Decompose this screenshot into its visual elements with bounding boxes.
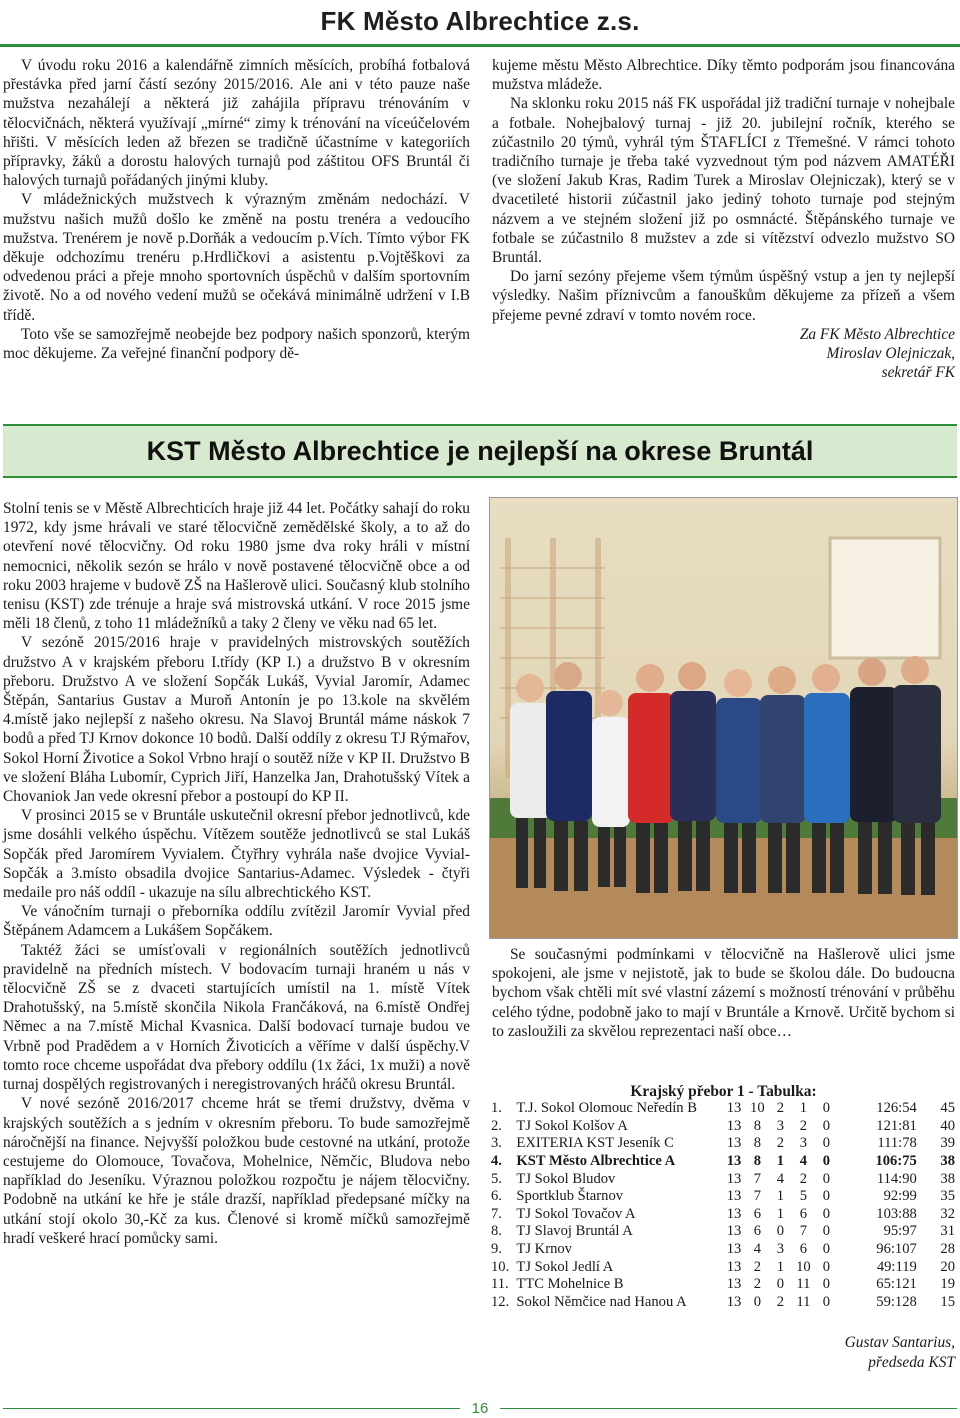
table-cell-p: 11 [796, 1276, 811, 1293]
table-cell-pts: 15 [940, 1293, 955, 1310]
fk-signature-line: Miroslav Olejniczak, [826, 345, 955, 363]
kst-headline: KST Město Albrechtice je nejlepší na okrese Bruntál [146, 435, 814, 466]
table-cell-score: 49:119 [876, 1258, 917, 1275]
table-cell-r: 0 [776, 1223, 785, 1240]
table-cell-r: 0 [776, 1276, 785, 1293]
table-cell-score: 114:90 [876, 1170, 917, 1187]
table-cell-z: 13 [726, 1135, 742, 1152]
table-cell-k: 0 [822, 1223, 831, 1240]
table-cell-r: 1 [776, 1153, 785, 1170]
table-cell-pts: 45 [940, 1100, 955, 1117]
table-cell-pts: 40 [940, 1117, 955, 1134]
kst-paragraph: Se současnými podmínkami v tělocvičně na Hašlerově ulici jsme spokojeni, ale jsme v nejistotě, jak to bude se školou dále. Do budoucna bychom však chtěli mít své vlastní zázemí s možností trénování v průběhu celého týdne, podobně jako to mají v Bruntále a Krnově. Určitě bychom si to zasloužili za skvělou reprezentaci naší obce… [492, 946, 955, 1040]
table-cell-p: 11 [796, 1293, 811, 1310]
table-cell-team: TJ Sokol Tovačov A [516, 1205, 636, 1222]
table-cell-team: T.J. Sokol Olomouc Neředín B [516, 1100, 697, 1117]
table-cell-z: 13 [726, 1205, 742, 1222]
table-cell-pts: 38 [940, 1170, 955, 1187]
table-cell-k: 0 [822, 1117, 831, 1134]
table-cell-v: 6 [753, 1223, 761, 1240]
table-cell-team: TJ Krnov [516, 1241, 572, 1258]
table-cell-p: 7 [799, 1223, 808, 1240]
table-cell-r: 3 [776, 1241, 785, 1258]
league-table [491, 1100, 957, 1311]
table-cell-v: 8 [753, 1117, 761, 1134]
table-cell-r: 4 [776, 1170, 785, 1187]
table-cell-r: 3 [776, 1117, 785, 1134]
table-cell-team: Sokol Němčice nad Hanou A [516, 1293, 687, 1310]
table-cell-pts: 19 [940, 1276, 955, 1293]
fk-signature-line: sekretář FK [881, 364, 955, 382]
kst-signature-line: Gustav Santarius, [844, 1334, 955, 1351]
table-row [491, 1100, 957, 1118]
table-cell-pos: 9. [491, 1241, 502, 1258]
table-cell-z: 13 [726, 1153, 742, 1170]
kst-signature-line: předseda KST [868, 1353, 955, 1371]
table-cell-p: 6 [799, 1241, 808, 1258]
table-cell-v: 7 [753, 1170, 761, 1187]
table-cell-team: Sportklub Štarnov [516, 1188, 624, 1205]
table-cell-pts: 31 [940, 1223, 955, 1240]
table-cell-k: 0 [822, 1276, 831, 1293]
kst-headline-banner [3, 424, 957, 478]
table-cell-pos: 1. [491, 1100, 502, 1117]
table-cell-p: 2 [799, 1117, 808, 1134]
table-cell-pos: 5. [491, 1170, 502, 1187]
table-cell-v: 2 [753, 1258, 761, 1275]
table-cell-pos: 8. [491, 1223, 502, 1240]
table-row [491, 1135, 957, 1153]
table-row [491, 1294, 957, 1312]
fk-paragraph: Na sklonku roku 2015 náš FK uspořádal již tradiční turnaje v nohejbale a fotbale. Nohejbalový turnaj - již 20. jubilejní ročník, kterého se zúčastnilo 20 týmů, vyhrál tým ŠTAFLÍCI z Třemešné. V rámci tohoto tradičního turnaje je třeba také vyzvednout tým pod názvem AMATÉŘI (ve složení Jakub Kras, Radim Turek a Miroslav Olejniczak), který se v dvacetileté historii zúčastnil jako jediný tohoto turnaje pod stejným názvem a ve stejném složení již po osmnácté. Štěpánského turnaje ve fotbale se zúčastnilo 8 mužstev a zde si vítězství odvezlo mužstvo SO Bruntál. [492, 95, 955, 267]
kst-paragraph: V nové sezóně 2016/2017 chceme hrát se třemi družstvy, dvěma v krajských soutěžích a s jedním v okresním přeboru. To bude samozřejmě náročnější na finance. Nejvyšší položkou bude cestovné na utkání, protože cestujeme do Olomouce, Tovačova, Mohelnice, Němčic, Bludova nebo například do Jeseníku. Výraznou položkou rozpočtu je nájem tělocvičny. Podobně na utkání ke hře je stále drazší, například předepsané míčky na utkání stojí okolo 30,-Kč za kus. Členové si kromě míčků samozřejmě hradí veškeré hrací pomůcky sami. [3, 1095, 470, 1247]
kst-signature [700, 1333, 955, 1372]
table-cell-p: 10 [796, 1258, 811, 1275]
table-cell-team: TJ Slavoj Bruntál A [516, 1223, 633, 1240]
table-cell-team: TJ Sokol Jedlí A [516, 1258, 614, 1275]
table-cell-pts: 39 [940, 1135, 955, 1152]
table-cell-pos: 10. [491, 1258, 510, 1275]
table-cell-p: 4 [799, 1153, 808, 1170]
table-cell-z: 13 [726, 1241, 742, 1258]
table-cell-z: 13 [726, 1223, 742, 1240]
fk-paragraph: V mládežnických mužstvech k výrazným změnám nedochází. V mužstvu našich mužů došlo ke změně na postu trenéra a vedoucího mužstva. Trenérem je nově p.Dorňák a vedoucím p.Vích. Tímto výbor FK děkuje odchozímu trenéru p.Hrdličkovi a asistentu p.Vojtěškovi za odvedenou práci a přeje mnoho sportovních úspěchů v dalším sportovním životě. No a od nového vedení mužů se očekává minimálně udržení v I.B třídě. [3, 191, 470, 324]
table-cell-r: 1 [776, 1205, 785, 1222]
table-cell-pos: 11. [491, 1276, 509, 1293]
table-cell-z: 13 [726, 1293, 742, 1310]
fk-article-right-column [492, 56, 955, 382]
table-cell-r: 2 [776, 1100, 785, 1117]
kst-paragraph: Stolní tenis se v Městě Albrechticích hraje již 44 let. Počátky sahají do roku 1972, kdy jsme hrávali ve staré tělocvičně zemědělské školy, a to až do otevření nové tělocvičny. Od roku 1980 jsme dva roky hráli v místní nemocnici, několik sezón se hrálo v nově postavené tělocvičně obce a od roku 2003 hrajeme v budově ZŠ na Hašlerově ulici. Současný klub stolního tenisu (KST) zde trénuje a hraje svá mistrovská utkání. V roce 2015 jsme měli 18 členů, z toho 11 mládežníků a taky 2 členy ve věku nad 65 let. [3, 500, 470, 633]
table-cell-pts: 28 [940, 1241, 955, 1258]
table-cell-k: 0 [822, 1241, 831, 1258]
table-cell-z: 13 [726, 1188, 742, 1205]
fk-section-title: FK Město Albrechtice z.s. [320, 6, 640, 36]
table-cell-score: 126:54 [876, 1100, 917, 1117]
team-photo [489, 497, 958, 939]
table-cell-team: TJ Sokol Kolšov A [516, 1117, 628, 1134]
top-divider [0, 44, 960, 47]
table-cell-team: TTC Mohelnice B [516, 1276, 624, 1293]
table-cell-pos: 7. [491, 1205, 502, 1222]
table-cell-score: 59:128 [876, 1293, 917, 1310]
fk-signature-line: Za FK Město Albrechtice [799, 325, 955, 343]
table-cell-z: 13 [726, 1117, 742, 1134]
kst-paragraph: V prosinci 2015 se v Bruntále uskutečnil okresní přebor jednotlivců, kde jsme dosáhli velkého úspěchu. Vítězem soutěže jednotlivců se stal Lukáš Sopčák před Jaromírem Vyvialem. Čtyřhry vyhrála naše dvojice Vyvial-Sopčák a 3.místo obsadila dvojice Santarius-Adamec. Výsledek - čtyři medaile pro náš oddíl - ukazuje na sílu albrechtického KST. [3, 807, 470, 902]
table-row [491, 1276, 957, 1294]
table-cell-pos: 2. [491, 1117, 502, 1134]
table-row [491, 1223, 957, 1241]
table-cell-score: 103:88 [876, 1205, 917, 1222]
kst-article-left-column [3, 499, 470, 1248]
table-cell-pts: 38 [940, 1153, 955, 1170]
table-cell-k: 0 [822, 1135, 831, 1152]
table-cell-p: 1 [799, 1100, 808, 1117]
table-cell-score: 121:81 [876, 1117, 917, 1134]
table-cell-r: 1 [776, 1258, 785, 1275]
table-cell-p: 6 [799, 1205, 808, 1222]
table-cell-score: 65:121 [876, 1276, 917, 1293]
table-cell-z: 13 [726, 1276, 742, 1293]
table-cell-z: 13 [726, 1100, 742, 1117]
table-cell-r: 1 [776, 1188, 785, 1205]
fk-paragraph: Do jarní sezóny přejeme všem týmům úspěšný vstup a jen ty nejlepší výsledky. Našim příznivcům a fanouškům děkujeme za přízeň a všem přejeme pevné zdraví v tomto novém roce. [492, 268, 955, 324]
table-row [491, 1118, 957, 1136]
table-cell-p: 3 [799, 1135, 808, 1152]
table-cell-team: EXITERIA KST Jeseník C [516, 1135, 674, 1152]
table-cell-k: 0 [822, 1293, 831, 1310]
table-cell-r: 2 [776, 1135, 785, 1152]
fk-paragraph: V úvodu roku 2016 a kalendářně zimních měsících, probíhá fotbalová přestávka před jarní částí sezóny 2015/2016. Ale ani v této pauze naše mužstva nezahálejí a některá již zahájila přípravu trénováním v tělocvičnách, některá využívají „mírné“ zimy k trénování na víceúčelovém hřišti. V měsících leden až březen se tradičně účastníme v kategoriích přípravky, žáků a dorostu halových turnajů pod záštitou OFS Bruntál či halových turnajů pořádaných jinými kluby. [3, 57, 470, 190]
table-cell-score: 95:97 [883, 1223, 917, 1240]
table-cell-pos: 4. [491, 1153, 502, 1170]
table-cell-z: 13 [726, 1170, 742, 1187]
table-cell-pts: 35 [940, 1188, 955, 1205]
table-cell-team: TJ Sokol Bludov [516, 1170, 616, 1187]
kst-paragraph: V sezóně 2015/2016 hraje v pravidelných mistrovských soutěžích družstvo A v krajském přeboru I.třídy (KP I.) a družstvo B v okresním přeboru. Družstvo A ve složení Sopčák Lukáš, Vyvial Jaromír, Adamec Štěpán, Santarius Gustav a Muroň Antonín je po 13.kole na skvělém 4.místě jako nejlepší z našeho okresu. Na Slavoj Bruntál máme náskok 7 bodů a před TJ Krnov dokonce 10 bodů. Další oddíly z okresu TJ Rýmařov, Sokol Horní Životice a Sokol Vrbno hrají o soutěž níže v KP II. Družstvo B ve složení Bláha Lubomír, Cyprich Jiří, Hanzelka Jan, Drahotušský Vítek a Chovaniok Jan vede okresní přebor a postoupí do KP II. [3, 634, 470, 806]
kst-paragraph: Ve vánočním turnaji o přeborníka oddílu zvítězil Jaromír Vyvial před Štěpánem Adamcem a Lukášem Sopčákem. [3, 903, 470, 940]
table-cell-pos: 12. [491, 1293, 510, 1310]
table-row [491, 1206, 957, 1224]
table-cell-pts: 20 [940, 1258, 955, 1275]
table-cell-score: 111:78 [877, 1135, 917, 1152]
league-table-title: Krajský přebor 1 - Tabulka: [630, 1083, 817, 1100]
table-cell-z: 13 [726, 1258, 742, 1275]
footer-rule-left [3, 1408, 460, 1409]
table-cell-v: 0 [753, 1293, 761, 1310]
table-cell-score: 92:99 [883, 1188, 917, 1205]
fk-paragraph: kujeme městu Město Albrechtice. Díky těmto podporám jsou financována mužstva mládeže. [492, 57, 955, 94]
table-cell-v: 10 [750, 1100, 765, 1117]
table-cell-v: 8 [753, 1153, 761, 1170]
footer-rule-right [500, 1408, 957, 1409]
fk-paragraph: Toto vše se samozřejmě neobejde bez podpory našich sponzorů, kterým moc děkujeme. Za veřejné finanční podpory dě- [3, 325, 470, 363]
table-cell-v: 8 [753, 1135, 761, 1152]
table-cell-p: 2 [799, 1170, 808, 1187]
table-cell-v: 2 [753, 1276, 761, 1293]
kst-article-right-column [492, 945, 955, 1041]
table-row [491, 1241, 957, 1259]
table-cell-k: 0 [822, 1153, 831, 1170]
table-cell-k: 0 [822, 1170, 831, 1187]
table-cell-pts: 32 [940, 1205, 955, 1222]
table-cell-k: 0 [822, 1205, 831, 1222]
page-number: 16 [471, 1400, 489, 1417]
table-cell-pos: 6. [491, 1188, 502, 1205]
table-cell-v: 6 [753, 1205, 761, 1222]
table-cell-k: 0 [822, 1188, 831, 1205]
table-cell-score: 106:75 [875, 1153, 917, 1170]
table-row [491, 1153, 957, 1171]
table-cell-r: 2 [776, 1293, 785, 1310]
table-cell-score: 96:107 [876, 1241, 917, 1258]
table-row [491, 1188, 957, 1206]
kst-paragraph: Taktéž žáci se umísťovali v regionálních soutěžích jednotlivců pravidelně na předních místech. V bodovacím turnaji hraném u nás v tělocvičně ZŠ se z dvaceti startujících umístil na 1. místě Vítek Drahotušský, na 5.místě skončila Nikola Frančáková, na 6.místě Ondřej Němec a na 7.místě Michal Kvasnica. Další bodovací turnaje budou ve Vrbně pod Pradědem a v Horních Životicích a věříme v další úspěchy.V tomto roce chceme uspořádat dva přebory oddílu (1x žáci, 1x muži) a nově turnaj dospělých registrovaných i neregistrovaných hráčů okresu Bruntál. [3, 941, 470, 1094]
table-cell-k: 0 [822, 1100, 831, 1117]
table-cell-k: 0 [822, 1258, 831, 1275]
table-cell-p: 5 [799, 1188, 808, 1205]
table-row [491, 1258, 957, 1276]
table-cell-pos: 3. [491, 1135, 502, 1152]
table-cell-v: 4 [753, 1241, 761, 1258]
fk-article-left-column [3, 56, 470, 363]
table-row [491, 1170, 957, 1188]
league-table-body [491, 1100, 957, 1311]
table-cell-team: KST Město Albrechtice A [516, 1153, 676, 1170]
table-cell-v: 7 [753, 1188, 761, 1205]
team-photo-illustration [490, 498, 957, 938]
